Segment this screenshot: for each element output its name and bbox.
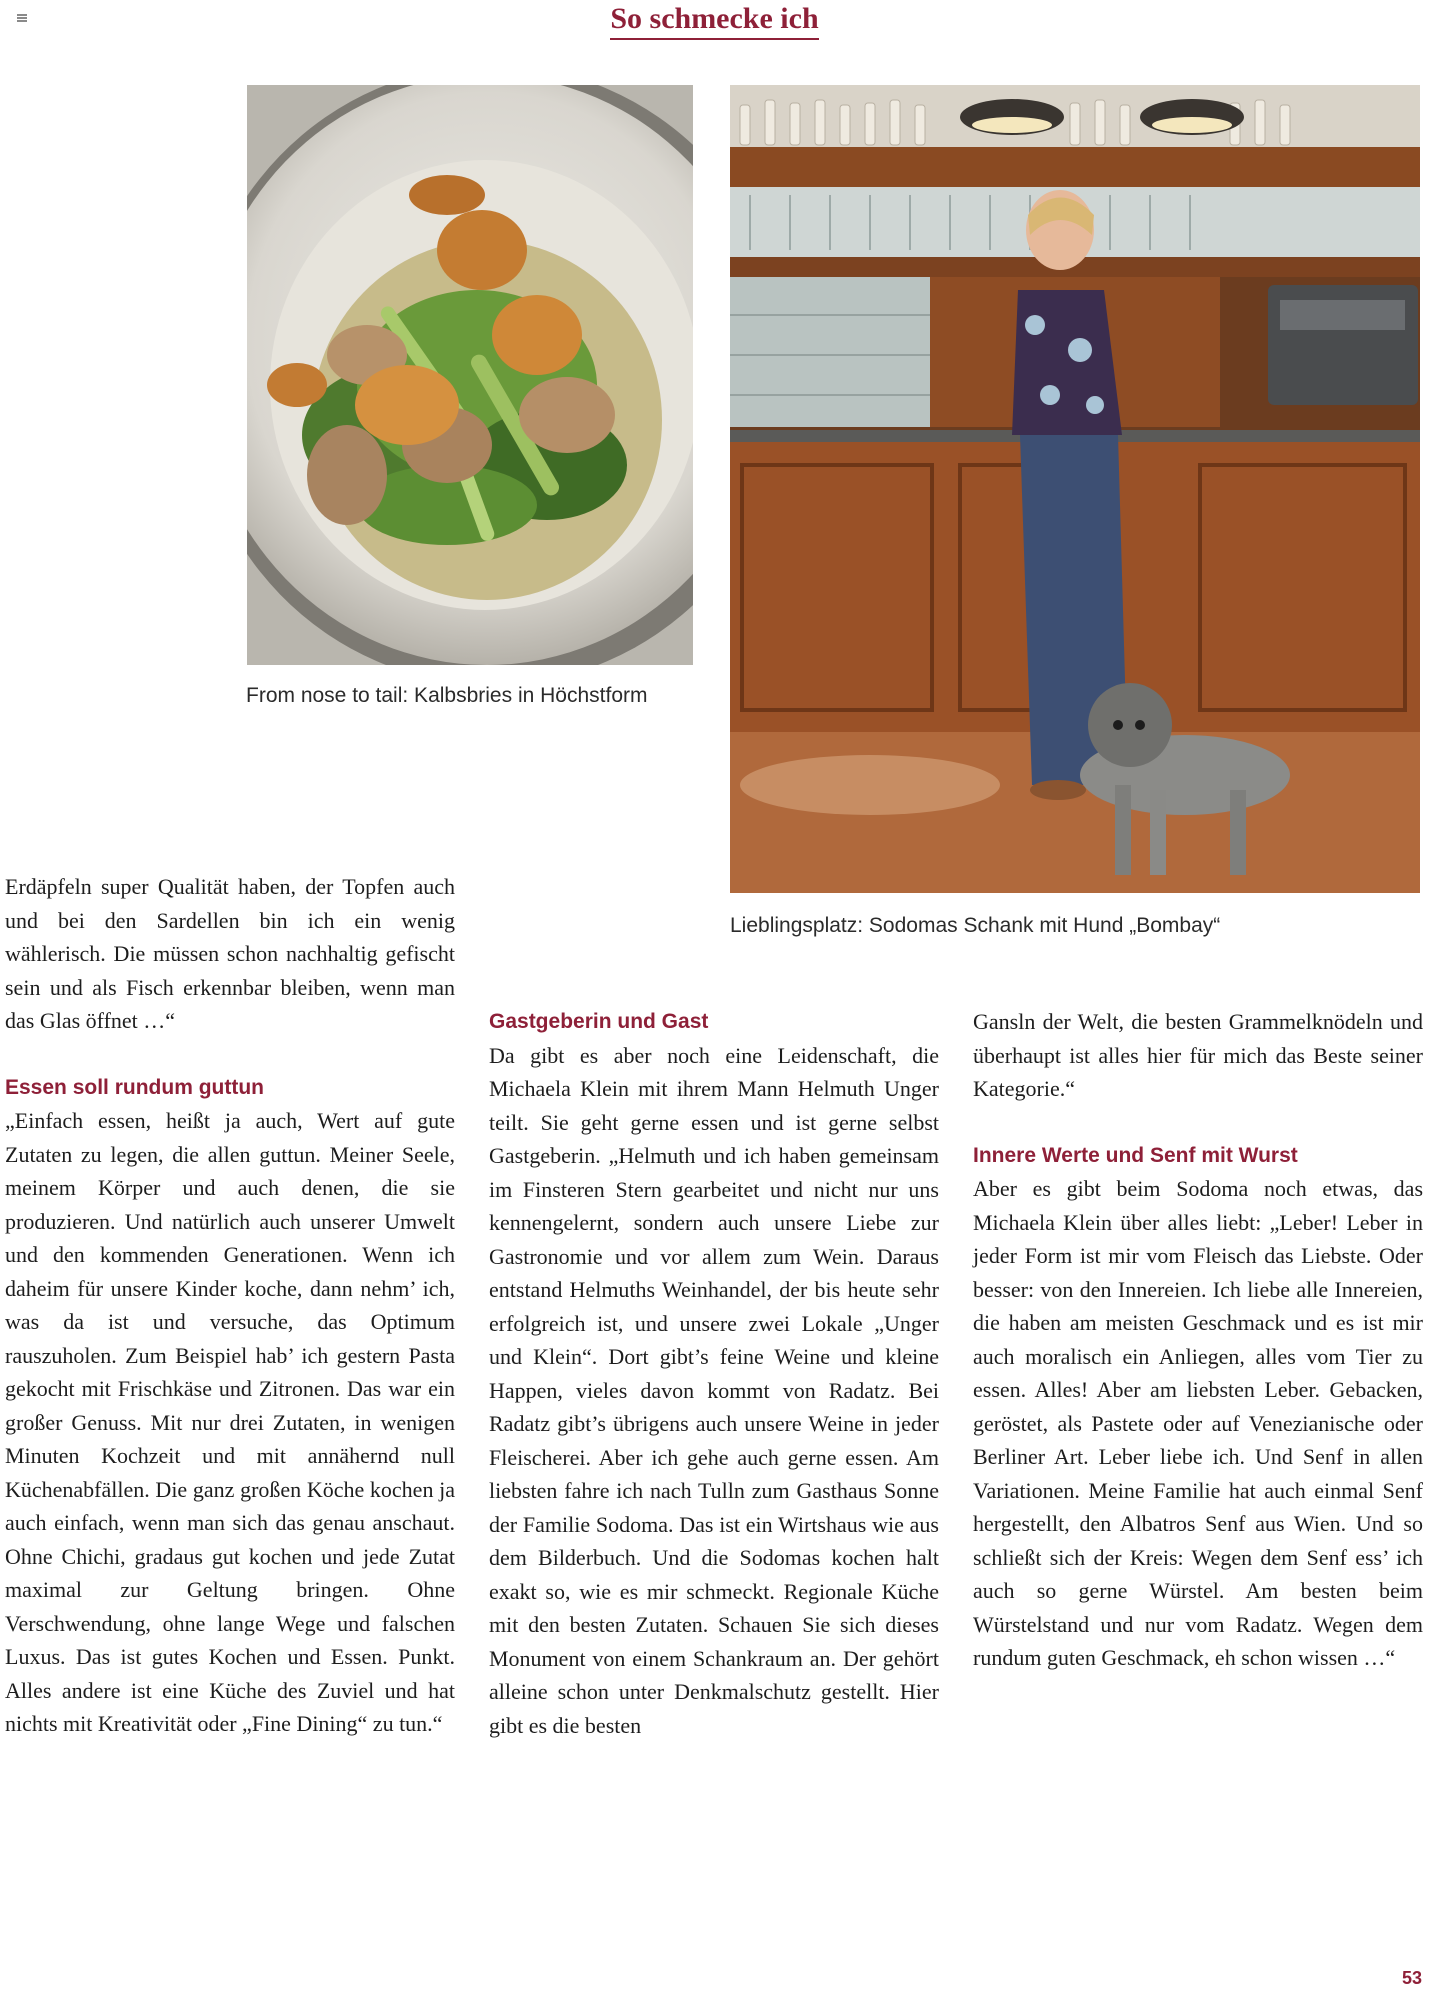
section-heading-essen: Essen soll rundum guttun — [5, 1075, 265, 1099]
paragraph-gastgeberin: Da gibt es aber noch eine Leidenschaft, die Michaela Klein mit ihrem Mann Helmuth Unger teilt. Sie geht gerne essen und ist gerne selbst Gastgeberin. „Helmuth und ich haben gemeinsam im Finsteren Stern gearbeitet und nicht nur uns kennengelernt, sondern auch unsere Liebe zur Gastronomie und vor allem zum Wein. Daraus entstand Helmuths Weinhandel, der bis heute sehr erfolgreich ist, und unsere zwei Lokale „Unger und Klein“. Dort gibt’s feine Weine und kleine Happen, vieles davon kommt von Radatz. Bei Radatz gibt’s übrigens auch unsere Weine in jeder Fleischerei. Aber ich gehe auch gerne essen. Am liebsten fahre ich nach Tulln zum Gasthaus Sonne der Familie Sodoma. Das ist ein Wirtshaus wie aus dem Bilderbuch. Und die Sodomas kochen halt exakt so, wie es mir schmeckt. Regionale Küche mit den besten Zutaten. Schauen Sie sich dieses Monument von einem Schankraum an. Der gehört alleine schon unter Denkmalschutz gestellt. Hier gibt es die besten — [489, 1042, 939, 1738]
page-number: 53 — [1401, 1968, 1422, 1988]
page-title: So schmecke ich — [0, 2, 1429, 40]
text-column-3 — [973, 1005, 1423, 1675]
dish-photo-caption: From nose to tail: Kalbsbries in Höchstform — [246, 684, 648, 707]
paragraph-innere-werte: Aber es gibt beim Sodoma noch etwas, das Michaela Klein über alles liebt: „Leber! Leber in jeder Form ist mir vom Fleisch das Liebste. Oder besser: von den Innereien. Ich liebe alle Innereien, die haben am meisten Geschmack und es ist mir auch moralisch ein Anliegen, alles vom Tier zu essen. Alles! Aber am liebsten Leber. Gebacken, geröstet, als Pastete oder auf Venezianische oder Berliner Art. Leber liebe ich. Und Senf in allen Variationen. Meine Familie hat auch einmal Senf hergestellt, den Albatros Senf aus Wien. Und so schließt sich der Kreis: Wegen dem Senf ess’ ich auch so gerne Würstel. Am besten beim Würstelstand und nur vom Radatz. Wegen dem rundum guten Geschmack, eh schon wissen …“ — [973, 1176, 1423, 1670]
section-heading-innere-werte: Innere Werte und Senf mit Wurst — [973, 1143, 1298, 1167]
text-column-1 — [5, 870, 455, 1741]
paragraph-essen: „Einfach essen, heißt ja auch, Wert auf gute Zutaten zu legen, die allen guttun. Meiner Seele, meinem Körper und auch denen, die sie produzieren. Und natürlich auch unserer Umwelt und den kommenden Generationen. Wenn ich daheim für unsere Kinder koche, dann nehm’ ich, was da ist und versuche, das Optimum rauszuholen. Zum Beispiel hab’ ich gestern Pasta gekocht mit Frischkäse und Zitronen. Das war ein großer Genuss. Mit nur drei Zutaten, in wenigen Minuten Kochzeit und mit annähernd null Küchenabfällen. Die ganz großen Köche kochen ja auch einfach, wenn man sich das genau anschaut. Ohne Chichi, gradaus gut kochen und jede Zutat maximal zur Geltung bringen. Ohne Verschwendung, ohne lange Wege und falschen Luxus. Das ist gutes Kochen und Essen. Punkt. Alles andere ist eine Küche des Zuviel und hat nichts mit Kreativität oder „Fine Dining“ zu tun.“ — [5, 1108, 455, 1736]
paragraph-gansln: Gansln der Welt, die besten Grammelknödeln und überhaupt ist alles hier für mich das Beste seiner Kategorie.“ — [973, 1009, 1423, 1101]
bar-photo — [730, 85, 1420, 893]
paragraph-intro: Erdäpfeln super Qualität haben, der Topfen auch und bei den Sardellen bin ich ein wenig wählerisch. Die müssen schon nachhaltig gefischt sein und als Fisch erkennbar bleiben, wenn man das Glas öffnet …“ — [5, 874, 455, 1033]
bar-photo-caption: Lieblingsplatz: Sodomas Schank mit Hund „Bombay“ — [730, 914, 1221, 937]
section-heading-gastgeberin: Gastgeberin und Gast — [489, 1010, 709, 1033]
dish-photo — [247, 85, 693, 665]
text-column-2 — [489, 1005, 939, 1742]
